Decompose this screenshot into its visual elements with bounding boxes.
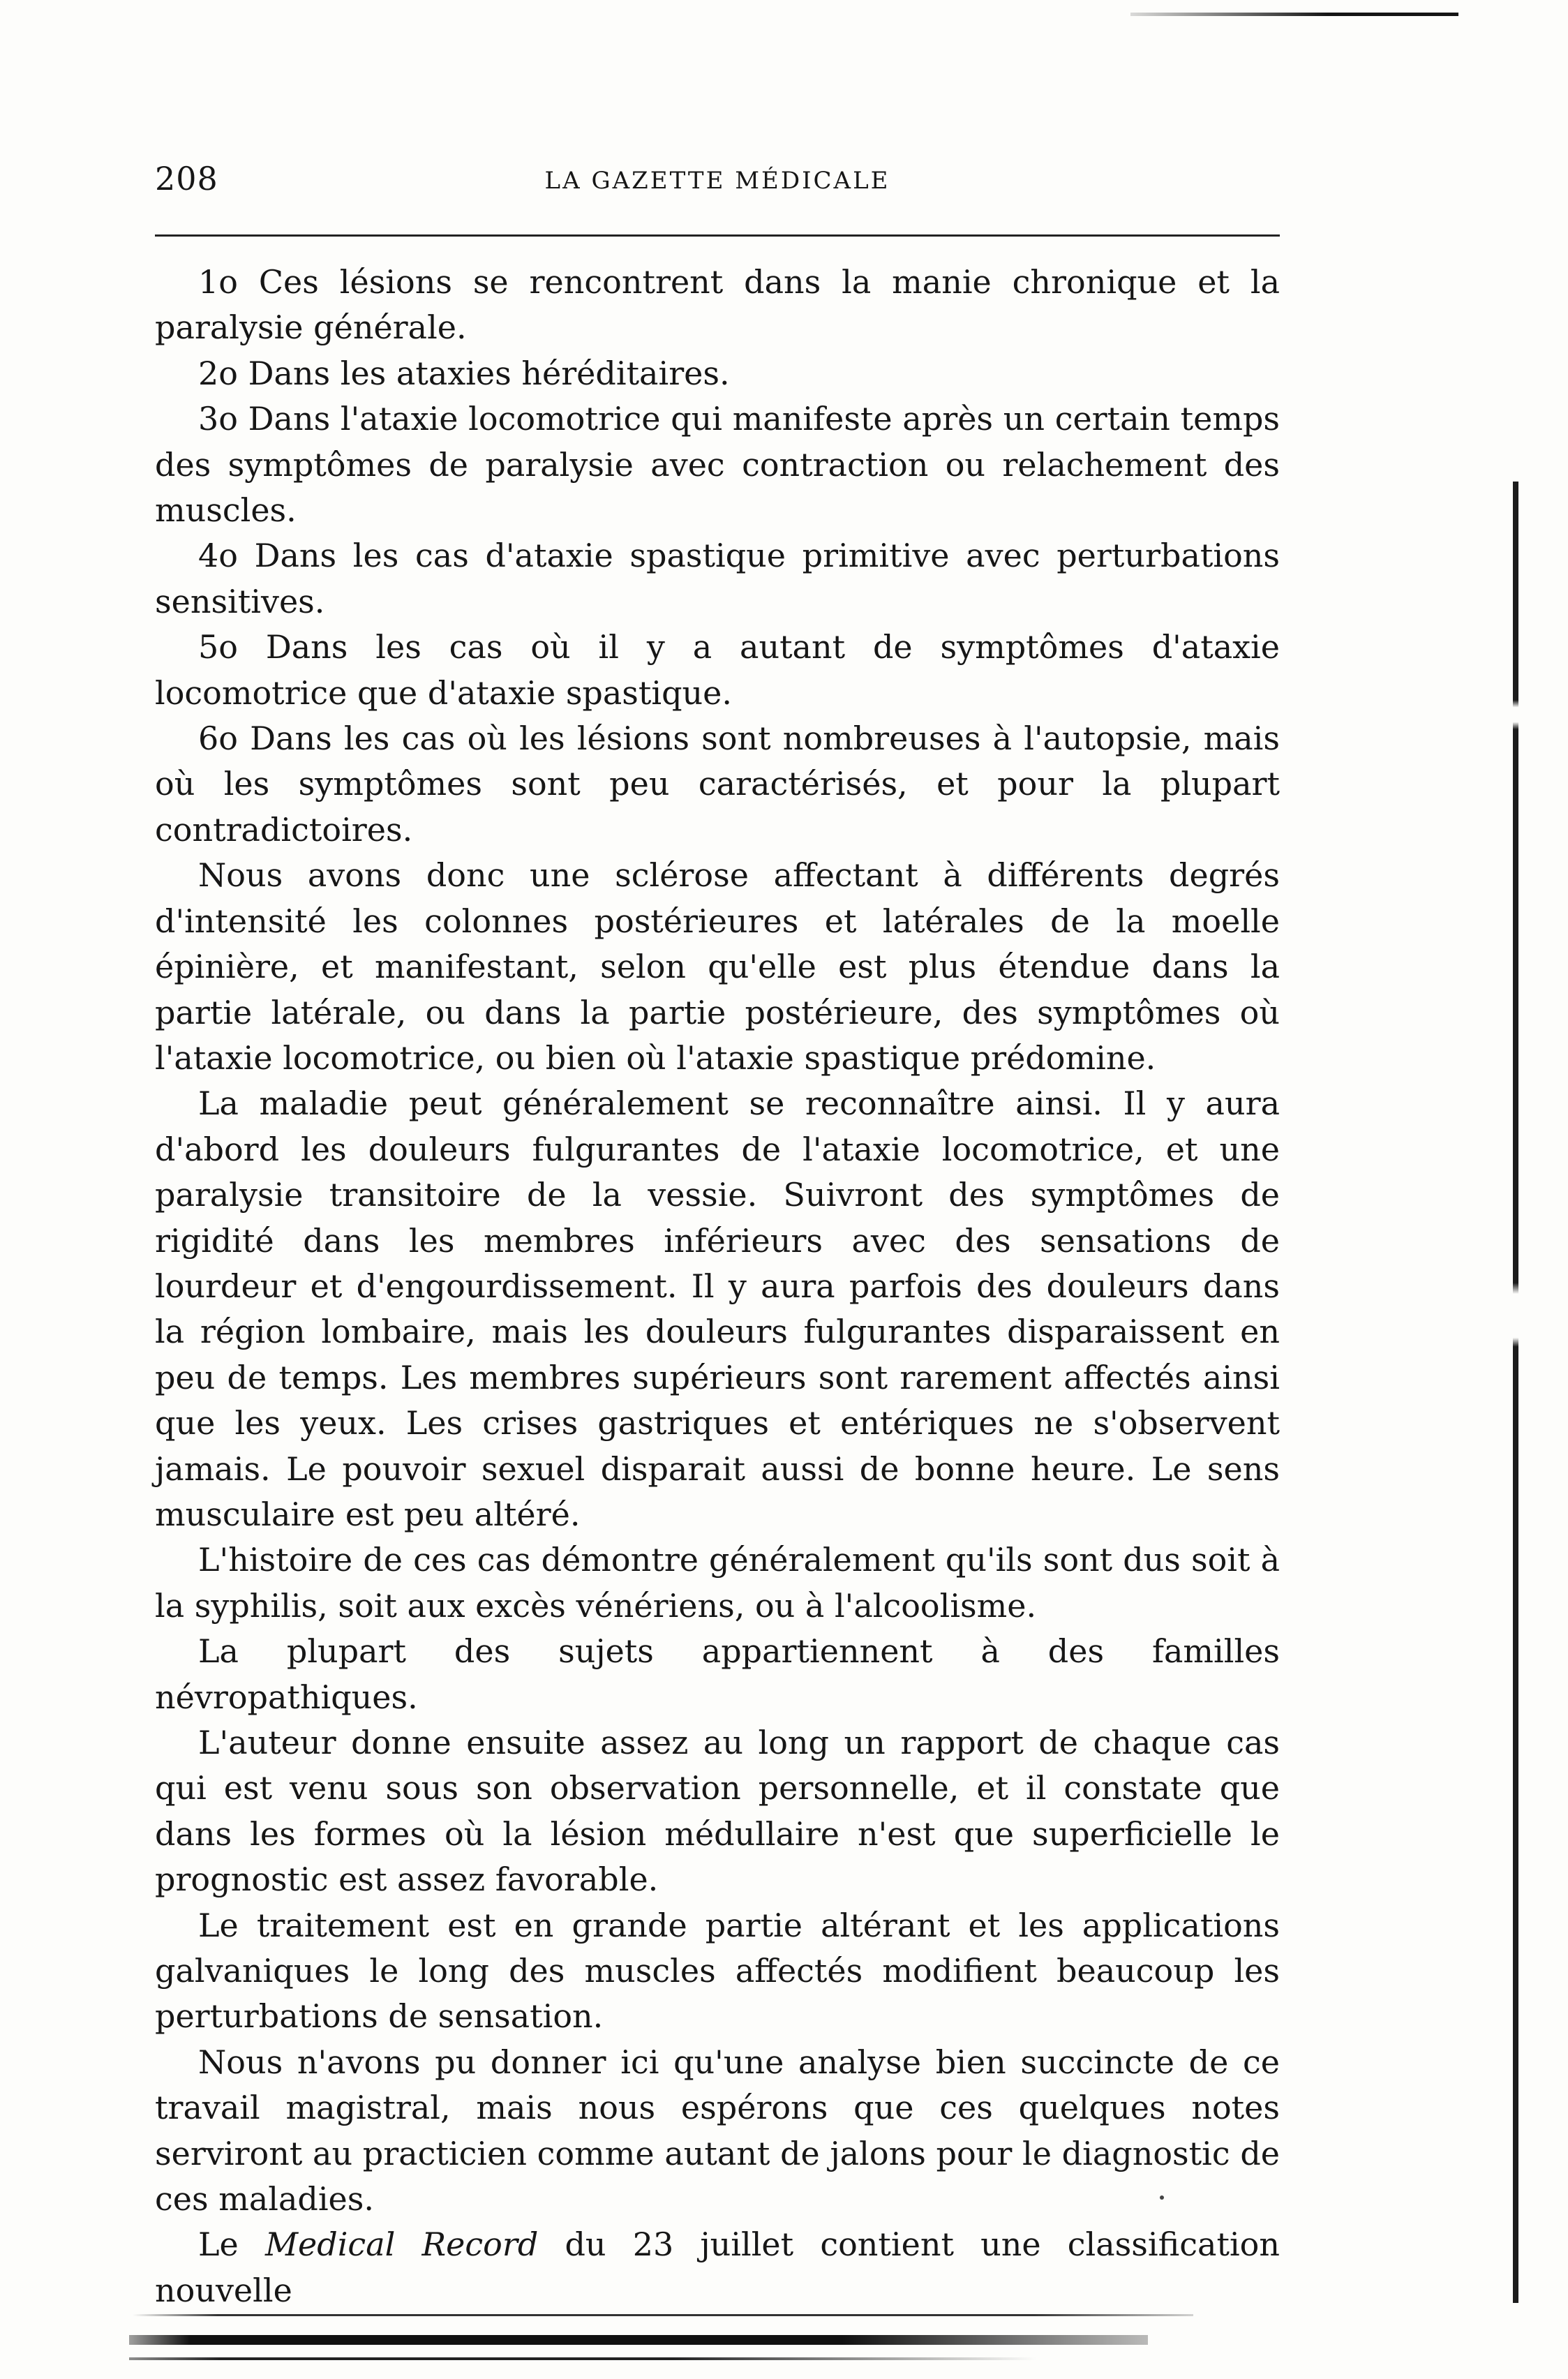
running-head: LA GAZETTE MÉDICALE <box>544 167 890 195</box>
paragraph: 3o Dans l'ataxie locomotrice qui manifeste après un certain temps des symptômes de paralysie avec contraction ou relachement des muscles. <box>155 400 1280 530</box>
stray-ink-mark <box>1160 2195 1164 2200</box>
journal-title: Medical Record <box>264 2225 539 2264</box>
paragraph: 1o Ces lésions se rencontrent dans la manie chronique et la paralysie générale. <box>155 263 1280 347</box>
paragraph: 2o Dans les ataxies héréditaires. <box>198 354 730 392</box>
paragraph: 5o Dans les cas où il y a autant de symptômes d'ataxie locomotrice que d'ataxie spastique. <box>155 628 1280 712</box>
top-edge-rule <box>1130 13 1458 16</box>
header-rule <box>155 234 1280 237</box>
last-paragraph <box>155 2222 1280 2313</box>
paragraph: 6o Dans les cas où les lésions sont nombreuses à l'autopsie, mais où les symptômes sont peu caractérisés, et pour la plupart contradictoires. <box>155 719 1280 849</box>
paragraph: 4o Dans les cas d'ataxie spastique primitive avec perturbations sensitives. <box>155 537 1280 620</box>
last-paragraph-after: du 23 juillet contient une classification nouvelle <box>155 2225 1280 2309</box>
last-paragraph-before: Le <box>198 2225 265 2264</box>
footer-rule-thick <box>129 2335 1148 2345</box>
page-header <box>155 159 1280 209</box>
paragraph: Nous avons donc une sclérose affectant à différents degrés d'intensité les colonnes postérieures et latérales de la moelle épinière, et manifestant, selon qu'elle est plus étendue dans la partie latérale, ou dans la partie postérieure, des symptômes où l'ataxie locomotrice, ou bien où l'ataxie spastique prédomine. <box>155 856 1280 1077</box>
paragraph: La plupart des sujets appartiennent à des familles névropathiques. <box>155 1632 1280 1716</box>
footer-rule-bottom <box>129 2357 1036 2360</box>
page-edge-shadow <box>1513 482 1518 2303</box>
paragraph: Nous n'avons pu donner ici qu'une analyse bien succincte de ce travail magistral, mais nous espérons que ces quelques notes serviront au practicien comme autant de jalons pour le diagnostic de ces maladies. <box>155 2043 1280 2218</box>
page-number: 208 <box>155 160 218 197</box>
footer-rule <box>133 2314 1193 2316</box>
paragraph: La maladie peut généralement se reconnaître ainsi. Il y aura d'abord les douleurs fulgurantes de l'ataxie locomotrice, et une paralysie transitoire de la vessie. Suivront des symptômes de rigidité dans les membres inférieurs avec des sensations de lourdeur et d'engourdissement. Il y aura parfois des douleurs dans la région lombaire, mais les douleurs fulgurantes disparaissent en peu de temps. Les membres supérieurs sont rarement affectés ainsi que les yeux. Les crises gastriques et entériques ne s'observent jamais. Le pouvoir sexuel disparait aussi de bonne heure. Le sens musculaire est peu altéré. <box>155 1084 1280 1533</box>
paragraph: L'histoire de ces cas démontre généralement qu'ils sont dus soit à la syphilis, soit aux excès vénériens, ou à l'alcoolisme. <box>155 1541 1280 1625</box>
paragraph: L'auteur donne ensuite assez au long un rapport de chaque cas qui est venu sous son observation personnelle, et il constate que dans les formes où la lésion médullaire n'est que superficielle le prognostic est assez favorable. <box>155 1724 1280 1899</box>
paragraph: Le traitement est en grande partie altérant et les applications galvaniques le long des muscles affectés modifient beaucoup les perturbations de sensation. <box>155 1906 1280 2036</box>
body-text <box>155 260 1280 2313</box>
